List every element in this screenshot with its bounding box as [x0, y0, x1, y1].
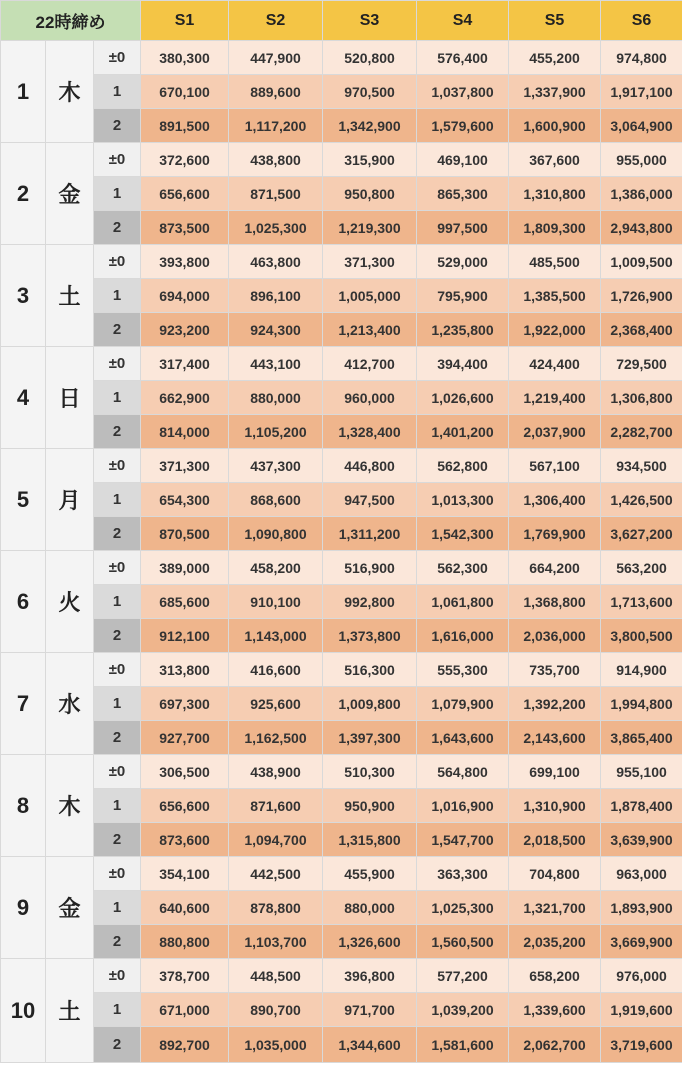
- value-cell: 868,600: [229, 483, 323, 517]
- value-cell: 1,579,600: [417, 109, 509, 143]
- value-cell: 1,713,600: [601, 585, 682, 619]
- value-cell: 2,368,400: [601, 313, 682, 347]
- value-cell: 950,900: [323, 789, 417, 823]
- value-cell: 795,900: [417, 279, 509, 313]
- value-cell: 317,400: [141, 347, 229, 381]
- value-cell: 992,800: [323, 585, 417, 619]
- value-cell: 1,368,800: [509, 585, 601, 619]
- value-cell: 870,500: [141, 517, 229, 551]
- value-cell: 438,800: [229, 143, 323, 177]
- value-cell: 394,400: [417, 347, 509, 381]
- value-cell: 1,917,100: [601, 75, 682, 109]
- value-cell: 654,300: [141, 483, 229, 517]
- value-cell: 971,700: [323, 993, 417, 1027]
- value-cell: 442,500: [229, 857, 323, 891]
- value-cell: 1,373,800: [323, 619, 417, 653]
- value-cell: 562,800: [417, 449, 509, 483]
- value-cell: 516,300: [323, 653, 417, 687]
- value-cell: 1,061,800: [417, 585, 509, 619]
- level-cell: ±0: [94, 449, 141, 483]
- level-cell: 1: [94, 891, 141, 925]
- value-cell: 437,300: [229, 449, 323, 483]
- value-cell: 1,310,800: [509, 177, 601, 211]
- value-cell: 814,000: [141, 415, 229, 449]
- value-cell: 974,800: [601, 41, 682, 75]
- date-cell: 4: [1, 347, 46, 449]
- level-cell: ±0: [94, 143, 141, 177]
- value-cell: 1,039,200: [417, 993, 509, 1027]
- value-cell: 1,013,300: [417, 483, 509, 517]
- value-cell: 934,500: [601, 449, 682, 483]
- table-row: [1, 551, 682, 585]
- value-cell: 367,600: [509, 143, 601, 177]
- column-header-s1: S1: [141, 1, 229, 41]
- table-row: [1, 993, 682, 1027]
- date-cell: 6: [1, 551, 46, 653]
- value-cell: 1,581,600: [417, 1027, 509, 1063]
- value-cell: 438,900: [229, 755, 323, 789]
- value-cell: 697,300: [141, 687, 229, 721]
- table-row: [1, 347, 682, 381]
- table-row: [1, 619, 682, 653]
- value-cell: 924,300: [229, 313, 323, 347]
- weekday-cell: 土: [46, 245, 94, 347]
- value-cell: 889,600: [229, 75, 323, 109]
- value-cell: 1,919,600: [601, 993, 682, 1027]
- level-cell: 1: [94, 381, 141, 415]
- date-cell: 9: [1, 857, 46, 959]
- value-cell: 3,627,200: [601, 517, 682, 551]
- value-cell: 1,213,400: [323, 313, 417, 347]
- table-row: [1, 245, 682, 279]
- value-cell: 1,878,400: [601, 789, 682, 823]
- value-cell: 2,282,700: [601, 415, 682, 449]
- table-row: [1, 109, 682, 143]
- value-cell: 469,100: [417, 143, 509, 177]
- value-cell: 664,200: [509, 551, 601, 585]
- date-cell: 1: [1, 41, 46, 143]
- value-cell: 1,235,800: [417, 313, 509, 347]
- value-cell: 890,700: [229, 993, 323, 1027]
- value-cell: 1,219,400: [509, 381, 601, 415]
- value-cell: 2,143,600: [509, 721, 601, 755]
- weekday-cell: 金: [46, 143, 94, 245]
- value-cell: 416,600: [229, 653, 323, 687]
- value-cell: 955,000: [601, 143, 682, 177]
- value-cell: 1,009,800: [323, 687, 417, 721]
- value-cell: 1,026,600: [417, 381, 509, 415]
- level-cell: ±0: [94, 959, 141, 993]
- table-row: [1, 755, 682, 789]
- level-cell: 2: [94, 415, 141, 449]
- value-cell: 873,600: [141, 823, 229, 857]
- weekday-cell: 土: [46, 959, 94, 1063]
- value-cell: 880,000: [323, 891, 417, 925]
- value-cell: 1,401,200: [417, 415, 509, 449]
- date-cell: 10: [1, 959, 46, 1063]
- value-cell: 443,100: [229, 347, 323, 381]
- value-cell: 1,090,800: [229, 517, 323, 551]
- value-cell: 1,386,000: [601, 177, 682, 211]
- value-cell: 563,200: [601, 551, 682, 585]
- table-row: [1, 143, 682, 177]
- weekday-cell: 月: [46, 449, 94, 551]
- value-cell: 555,300: [417, 653, 509, 687]
- value-cell: 1,337,900: [509, 75, 601, 109]
- value-cell: 950,800: [323, 177, 417, 211]
- column-header-s2: S2: [229, 1, 323, 41]
- table-row: [1, 959, 682, 993]
- value-cell: 976,000: [601, 959, 682, 993]
- value-cell: 448,500: [229, 959, 323, 993]
- value-cell: 455,900: [323, 857, 417, 891]
- table-row: [1, 823, 682, 857]
- weekday-cell: 日: [46, 347, 94, 449]
- value-cell: 640,600: [141, 891, 229, 925]
- value-cell: 1,016,900: [417, 789, 509, 823]
- column-header-s4: S4: [417, 1, 509, 41]
- value-cell: 1,600,900: [509, 109, 601, 143]
- value-cell: 1,306,800: [601, 381, 682, 415]
- column-header-s5: S5: [509, 1, 601, 41]
- value-cell: 371,300: [323, 245, 417, 279]
- header-row: [1, 1, 682, 41]
- value-cell: 656,600: [141, 789, 229, 823]
- value-cell: 670,100: [141, 75, 229, 109]
- value-cell: 463,800: [229, 245, 323, 279]
- table-row: [1, 789, 682, 823]
- table-row: [1, 211, 682, 245]
- table-row: [1, 279, 682, 313]
- value-cell: 910,100: [229, 585, 323, 619]
- value-cell: 313,800: [141, 653, 229, 687]
- value-cell: 914,900: [601, 653, 682, 687]
- date-cell: 5: [1, 449, 46, 551]
- table-row: [1, 517, 682, 551]
- level-cell: 1: [94, 279, 141, 313]
- value-cell: 371,300: [141, 449, 229, 483]
- value-cell: 671,000: [141, 993, 229, 1027]
- column-header-s3: S3: [323, 1, 417, 41]
- table-row: [1, 75, 682, 109]
- value-cell: 947,500: [323, 483, 417, 517]
- value-cell: 1,306,400: [509, 483, 601, 517]
- value-cell: 447,900: [229, 41, 323, 75]
- value-cell: 896,100: [229, 279, 323, 313]
- level-cell: ±0: [94, 245, 141, 279]
- date-cell: 7: [1, 653, 46, 755]
- value-cell: 1,726,900: [601, 279, 682, 313]
- value-cell: 1,385,500: [509, 279, 601, 313]
- table-row: [1, 585, 682, 619]
- value-cell: 923,200: [141, 313, 229, 347]
- value-cell: 576,400: [417, 41, 509, 75]
- value-cell: 704,800: [509, 857, 601, 891]
- table-row: [1, 925, 682, 959]
- weekday-cell: 木: [46, 755, 94, 857]
- value-cell: 1,616,000: [417, 619, 509, 653]
- value-cell: 567,100: [509, 449, 601, 483]
- value-cell: 458,200: [229, 551, 323, 585]
- value-cell: 485,500: [509, 245, 601, 279]
- value-cell: 878,800: [229, 891, 323, 925]
- table-row: [1, 449, 682, 483]
- value-cell: 927,700: [141, 721, 229, 755]
- value-cell: 729,500: [601, 347, 682, 381]
- value-cell: 564,800: [417, 755, 509, 789]
- value-cell: 2,018,500: [509, 823, 601, 857]
- date-cell: 2: [1, 143, 46, 245]
- value-cell: 1,143,000: [229, 619, 323, 653]
- table-body: [1, 41, 682, 1063]
- corner-label: 22時締め: [1, 1, 141, 41]
- weekday-cell: 火: [46, 551, 94, 653]
- value-cell: 1,809,300: [509, 211, 601, 245]
- value-cell: 354,100: [141, 857, 229, 891]
- table-row: [1, 857, 682, 891]
- value-cell: 520,800: [323, 41, 417, 75]
- value-cell: 955,100: [601, 755, 682, 789]
- value-cell: 1,344,600: [323, 1027, 417, 1063]
- value-cell: 1,162,500: [229, 721, 323, 755]
- value-cell: 455,200: [509, 41, 601, 75]
- level-cell: ±0: [94, 857, 141, 891]
- value-cell: 1,094,700: [229, 823, 323, 857]
- level-cell: 2: [94, 211, 141, 245]
- value-cell: 871,600: [229, 789, 323, 823]
- value-cell: 396,800: [323, 959, 417, 993]
- value-cell: 1,342,900: [323, 109, 417, 143]
- value-cell: 1,025,300: [229, 211, 323, 245]
- column-header-s6: S6: [601, 1, 682, 41]
- date-cell: 8: [1, 755, 46, 857]
- value-cell: 306,500: [141, 755, 229, 789]
- value-cell: 1,560,500: [417, 925, 509, 959]
- value-cell: 529,000: [417, 245, 509, 279]
- value-cell: 871,500: [229, 177, 323, 211]
- value-cell: 891,500: [141, 109, 229, 143]
- value-cell: 1,025,300: [417, 891, 509, 925]
- table-row: [1, 1027, 682, 1063]
- value-cell: 1,542,300: [417, 517, 509, 551]
- level-cell: 1: [94, 483, 141, 517]
- level-cell: 2: [94, 313, 141, 347]
- value-cell: 3,719,600: [601, 1027, 682, 1063]
- table-row: [1, 721, 682, 755]
- value-cell: 412,700: [323, 347, 417, 381]
- value-cell: 510,300: [323, 755, 417, 789]
- value-cell: 1,426,500: [601, 483, 682, 517]
- value-cell: 2,035,200: [509, 925, 601, 959]
- value-cell: 1,326,600: [323, 925, 417, 959]
- table-row: [1, 483, 682, 517]
- value-cell: 1,005,000: [323, 279, 417, 313]
- value-cell: 960,000: [323, 381, 417, 415]
- table-row: [1, 687, 682, 721]
- level-cell: 2: [94, 721, 141, 755]
- level-cell: 2: [94, 109, 141, 143]
- level-cell: 1: [94, 585, 141, 619]
- value-cell: 1,315,800: [323, 823, 417, 857]
- table-row: [1, 177, 682, 211]
- value-cell: 685,600: [141, 585, 229, 619]
- weekday-cell: 木: [46, 41, 94, 143]
- value-cell: 658,200: [509, 959, 601, 993]
- weekday-cell: 水: [46, 653, 94, 755]
- value-cell: 963,000: [601, 857, 682, 891]
- table-row: [1, 653, 682, 687]
- value-cell: 1,769,900: [509, 517, 601, 551]
- value-cell: 892,700: [141, 1027, 229, 1063]
- level-cell: 2: [94, 619, 141, 653]
- date-cell: 3: [1, 245, 46, 347]
- value-cell: 1,392,200: [509, 687, 601, 721]
- level-cell: 1: [94, 177, 141, 211]
- value-cell: 1,035,000: [229, 1027, 323, 1063]
- value-cell: 562,300: [417, 551, 509, 585]
- level-cell: 1: [94, 75, 141, 109]
- value-cell: 912,100: [141, 619, 229, 653]
- value-cell: 2,036,000: [509, 619, 601, 653]
- level-cell: 2: [94, 1027, 141, 1063]
- level-cell: ±0: [94, 551, 141, 585]
- value-cell: 3,064,900: [601, 109, 682, 143]
- value-cell: 2,062,700: [509, 1027, 601, 1063]
- value-cell: 389,000: [141, 551, 229, 585]
- value-cell: 372,600: [141, 143, 229, 177]
- weekday-cell: 金: [46, 857, 94, 959]
- value-cell: 424,400: [509, 347, 601, 381]
- level-cell: 1: [94, 993, 141, 1027]
- value-cell: 662,900: [141, 381, 229, 415]
- value-cell: 3,800,500: [601, 619, 682, 653]
- table-row: [1, 891, 682, 925]
- level-cell: ±0: [94, 41, 141, 75]
- level-cell: ±0: [94, 347, 141, 381]
- value-cell: 656,600: [141, 177, 229, 211]
- value-cell: 880,800: [141, 925, 229, 959]
- value-cell: 1,321,700: [509, 891, 601, 925]
- value-cell: 970,500: [323, 75, 417, 109]
- value-cell: 3,639,900: [601, 823, 682, 857]
- value-cell: 873,500: [141, 211, 229, 245]
- level-cell: ±0: [94, 653, 141, 687]
- level-cell: 1: [94, 687, 141, 721]
- value-cell: 699,100: [509, 755, 601, 789]
- value-cell: 735,700: [509, 653, 601, 687]
- value-cell: 1,219,300: [323, 211, 417, 245]
- value-cell: 1,117,200: [229, 109, 323, 143]
- value-cell: 865,300: [417, 177, 509, 211]
- level-cell: ±0: [94, 755, 141, 789]
- value-cell: 380,300: [141, 41, 229, 75]
- table-row: [1, 415, 682, 449]
- value-cell: 880,000: [229, 381, 323, 415]
- value-cell: 1,922,000: [509, 313, 601, 347]
- value-cell: 1,079,900: [417, 687, 509, 721]
- value-cell: 363,300: [417, 857, 509, 891]
- value-cell: 1,339,600: [509, 993, 601, 1027]
- value-cell: 378,700: [141, 959, 229, 993]
- value-cell: 1,397,300: [323, 721, 417, 755]
- value-cell: 1,311,200: [323, 517, 417, 551]
- value-cell: 3,669,900: [601, 925, 682, 959]
- value-cell: 446,800: [323, 449, 417, 483]
- level-cell: 2: [94, 925, 141, 959]
- value-cell: 1,547,700: [417, 823, 509, 857]
- value-cell: 393,800: [141, 245, 229, 279]
- value-cell: 1,105,200: [229, 415, 323, 449]
- level-cell: 2: [94, 823, 141, 857]
- level-cell: 2: [94, 517, 141, 551]
- value-cell: 1,643,600: [417, 721, 509, 755]
- value-cell: 577,200: [417, 959, 509, 993]
- value-cell: 2,943,800: [601, 211, 682, 245]
- level-cell: 1: [94, 789, 141, 823]
- value-cell: 1,103,700: [229, 925, 323, 959]
- value-cell: 1,994,800: [601, 687, 682, 721]
- value-cell: 3,865,400: [601, 721, 682, 755]
- table-row: [1, 381, 682, 415]
- value-cell: 1,037,800: [417, 75, 509, 109]
- value-cell: 2,037,900: [509, 415, 601, 449]
- value-cell: 997,500: [417, 211, 509, 245]
- value-cell: 694,000: [141, 279, 229, 313]
- table-row: [1, 313, 682, 347]
- table-row: [1, 41, 682, 75]
- value-cell: 925,600: [229, 687, 323, 721]
- value-cell: 1,893,900: [601, 891, 682, 925]
- value-cell: 315,900: [323, 143, 417, 177]
- value-cell: 1,310,900: [509, 789, 601, 823]
- value-cell: 1,328,400: [323, 415, 417, 449]
- value-cell: 516,900: [323, 551, 417, 585]
- value-cell: 1,009,500: [601, 245, 682, 279]
